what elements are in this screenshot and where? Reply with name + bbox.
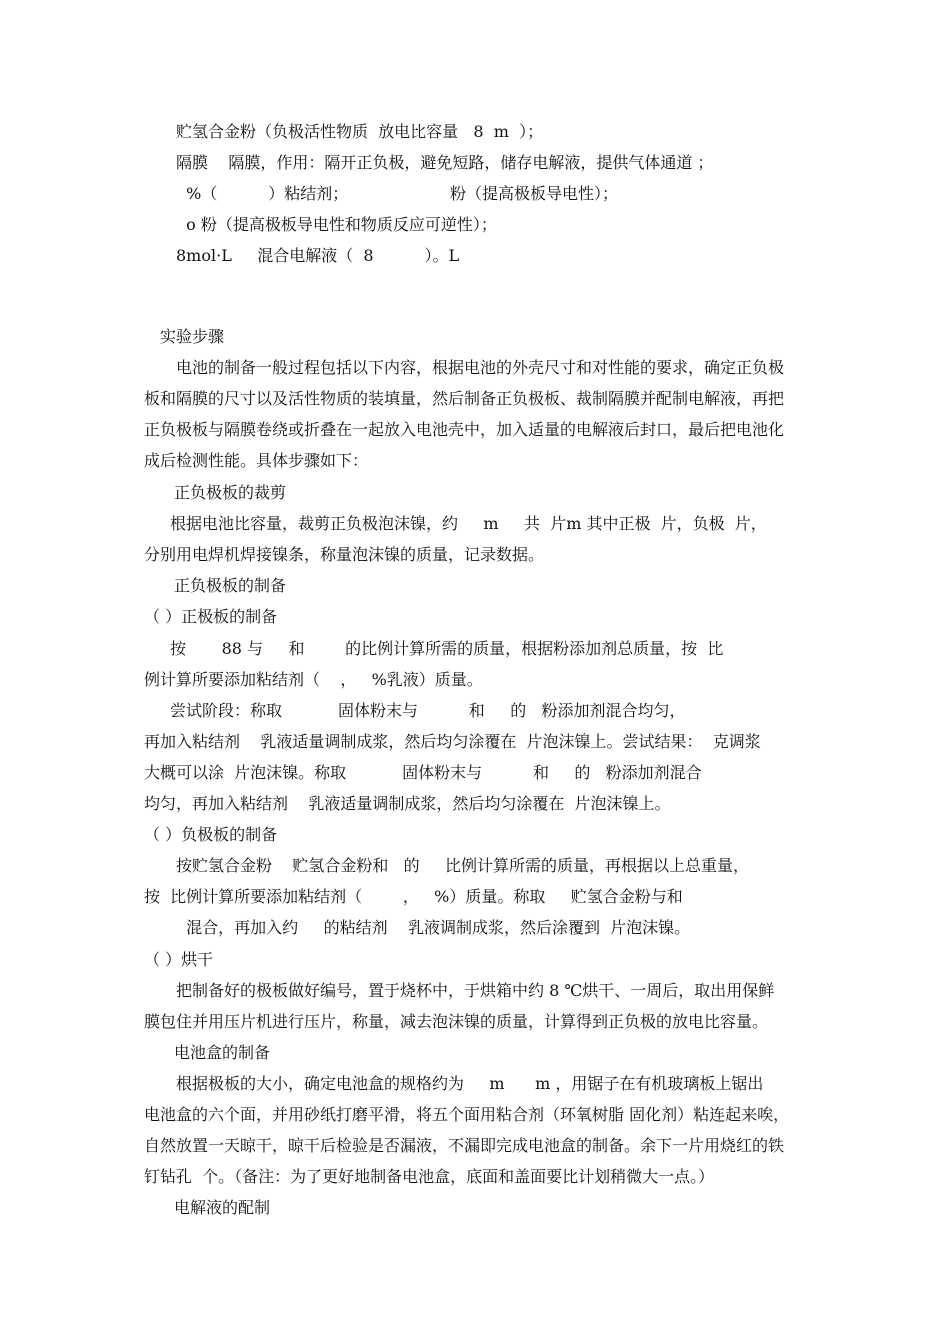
dry-text-line: 把制备好的极板做好编号，置于烧杯中，于烘箱中约 8 ℃烘干、一周后，取出用保鲜 <box>176 981 775 1000</box>
pos-text-line: 再加入粘结剂 乳液适量调制成浆，然后均匀涂覆在 片泡沫镍上。尝试结果： 克调浆 <box>144 732 761 751</box>
material-electrolyte: 8mol·L 混合电解液（ 8 ）。L <box>176 246 460 265</box>
subheading-positive-plate: （ ）正极板的制备 <box>144 607 278 626</box>
subheading-prep: 正负极板的制备 <box>174 576 287 595</box>
intro-line: 成后检测性能。具体步骤如下： <box>144 451 369 470</box>
subheading-negative-plate: （ ）负极板的制备 <box>144 825 278 844</box>
neg-text-line: 按贮氢合金粉 贮氢合金粉和 的 比例计算所需的质量，再根据以上总重量， <box>176 856 750 875</box>
pos-text-line: 按 88 与 和 的比例计算所需的质量，根据粉添加剂总质量，按 比 <box>170 639 724 658</box>
subheading-drying: （ ）烘干 <box>144 950 214 969</box>
neg-text-line: 按 比例计算所要添加粘结剂（ ， %）质量。称取 贮氢合金粉与和 <box>144 887 683 906</box>
cut-text-line: 根据电池比容量，裁剪正负极泡沫镍，约 m 共 片m 其中正极 片，负极 片， <box>170 514 767 533</box>
neg-text-line: 混合，再加入约 的粘结剂 乳液调制成浆，然后涂覆到 片泡沫镍。 <box>176 918 691 937</box>
pos-text-line: 尝试阶段：称取 固体粉末与 和 的 粉添加剂混合均匀， <box>170 701 686 720</box>
intro-line: 板和隔膜的尺寸以及活性物质的装填量，然后制备正负极板、裁制隔膜并配制电解液，再把 <box>144 389 785 408</box>
box-text-line: 电池盒的六个面，并用砂纸打磨平滑，将五个面用粘合剂（环氧树脂 固化剂）粘连起来唉， <box>144 1105 790 1124</box>
material-hydrogen-alloy: 贮氢合金粉（负极活性物质 放电比容量 8 m ）； <box>176 122 544 141</box>
intro-line: 电池的制备一般过程包括以下内容，根据电池的外壳尺寸和对性能的要求，确定正负极 <box>176 358 785 377</box>
box-text-line: 钉钻孔 个。（备注：为了更好地制备电池盒，底面和盖面要比计划稍微大一点。） <box>144 1167 715 1186</box>
intro-line: 正负极板与隔膜卷绕或折叠在一起放入电池壳中，加入适量的电解液后封口，最后把电池化 <box>144 420 785 439</box>
pos-text-line: 均匀，再加入粘结剂 乳液适量调制成浆，然后均匀涂覆在 片泡沫镍上。 <box>144 794 671 813</box>
box-text-line: 根据极板的大小，确定电池盒的规格约为 m m ，用锯子在有机玻璃板上锯出 <box>176 1074 764 1093</box>
pos-text-line: 大概可以涂 片泡沫镍。称取 固体粉末与 和 的 粉添加剂混合 <box>144 763 702 782</box>
dry-text-line: 膜包住并用压片机进行压片，称量，减去泡沫镍的质量，计算得到正负极的放电比容量。 <box>144 1012 769 1031</box>
material-binder: %（ ）粘结剂； 粉（提高极板导电性）； <box>176 184 618 203</box>
box-text-line: 自然放置一天晾干，晾干后检验是否漏液，不漏即完成电池盒的制备。余下一片用烧红的铁 <box>144 1136 785 1155</box>
subheading-electrolyte: 电解液的配制 <box>174 1198 271 1217</box>
material-powder: o 粉（提高极板导电性和物质反应可逆性）； <box>176 215 497 234</box>
subheading-cut: 正负极板的裁剪 <box>174 483 287 502</box>
subheading-battery-box: 电池盒的制备 <box>174 1043 271 1062</box>
section-heading-steps: 实验步骤 <box>160 327 225 346</box>
material-separator: 隔膜 隔膜，作用：隔开正负极，避免短路，储存电解液，提供气体通道 ； <box>176 153 714 172</box>
cut-text-line: 分别用电焊机焊接镍条，称量泡沫镍的质量，记录数据。 <box>144 545 545 564</box>
pos-text-line: 例计算所要添加粘结剂（ ， %乳液）质量。 <box>144 670 483 689</box>
